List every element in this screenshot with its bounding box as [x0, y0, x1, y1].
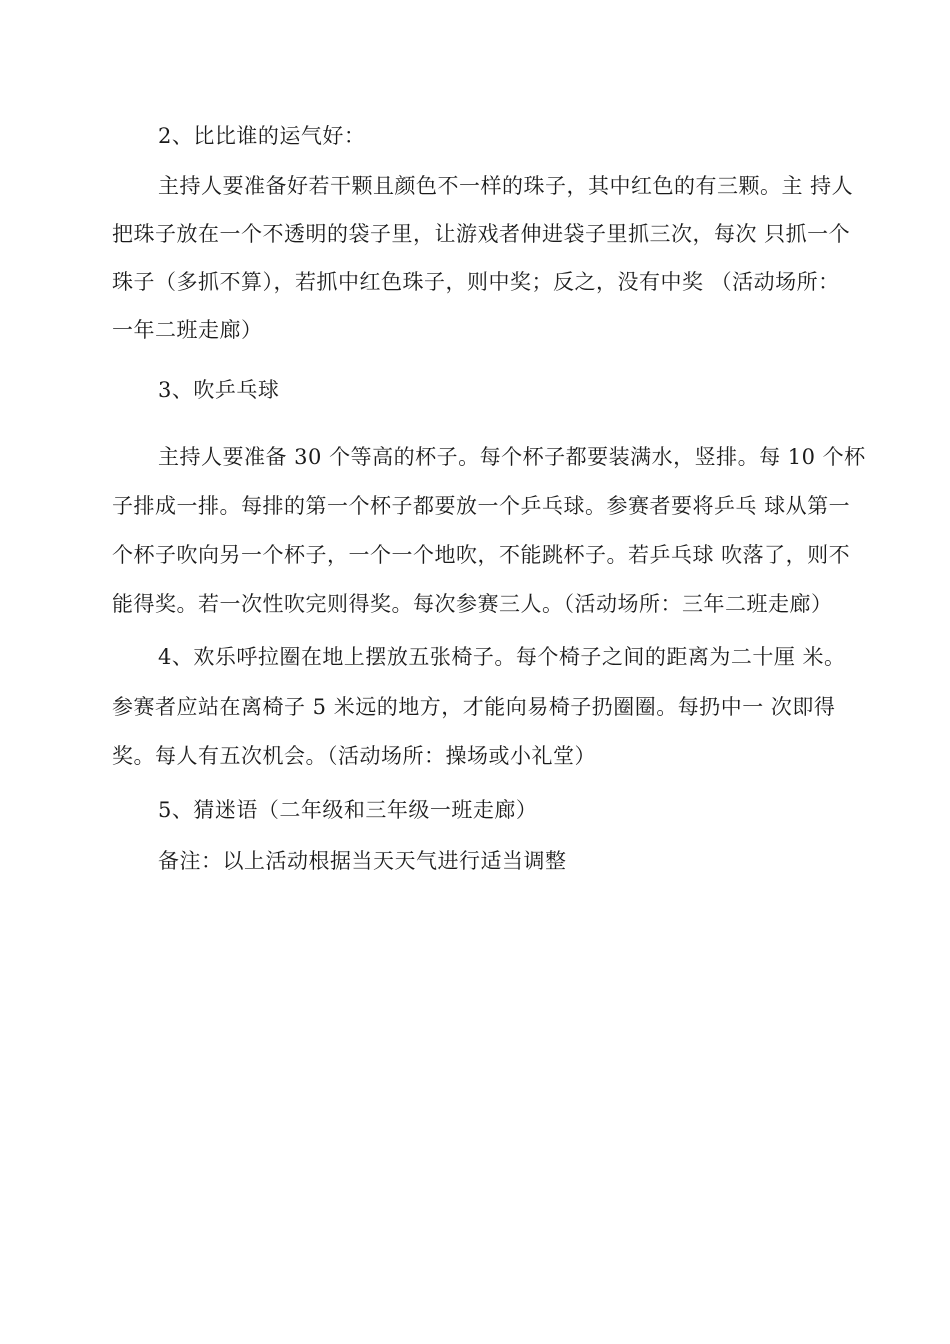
remark-line: 备注：以上活动根据当天天气进行适当调整	[158, 849, 567, 873]
paragraph-line: 主持人要准备 30 个等高的杯子。每个杯子都要装满水，竖排。每 10 个杯	[158, 445, 866, 469]
section-heading-4: 4、欢乐呼拉圈在地上摆放五张椅子。每个椅子之间的距离为二十厘 米。	[158, 645, 846, 669]
section-heading-3: 3、吹乒乓球	[158, 378, 280, 402]
paragraph-line: 珠子（多抓不算），若抓中红色珠子，则中奖；反之，没有中奖 （活动场所：	[112, 270, 840, 294]
paragraph-line: 主持人要准备好若干颗且颜色不一样的珠子，其中红色的有三颗。主 持人	[158, 174, 854, 198]
section-heading-2: 2、比比谁的运气好：	[158, 124, 366, 148]
paragraph-line: 奖。每人有五次机会。（活动场所：操场或小礼堂）	[112, 744, 596, 768]
paragraph-line: 一年二班走廊）	[112, 318, 263, 342]
paragraph-line: 参赛者应站在离椅子 5 米远的地方，才能向易椅子扔圈圈。每扔中一 次即得	[112, 695, 836, 719]
paragraph-line: 把珠子放在一个不透明的袋子里，让游戏者伸进袋子里抓三次，每次 只抓一个	[112, 222, 851, 246]
paragraph-line: 个杯子吹向另一个杯子，一个一个地吹，不能跳杯子。若乒乓球 吹落了，则不	[112, 543, 851, 567]
paragraph-line: 能得奖。若一次性吹完则得奖。每次参赛三人。（活动场所：三年二班走廊）	[112, 592, 833, 616]
paragraph-line: 子排成一排。每排的第一个杯子都要放一个乒乓球。参赛者要将乒乓 球从第一	[112, 494, 851, 518]
section-heading-5: 5、猜迷语（二年级和三年级一班走廊）	[158, 798, 538, 822]
